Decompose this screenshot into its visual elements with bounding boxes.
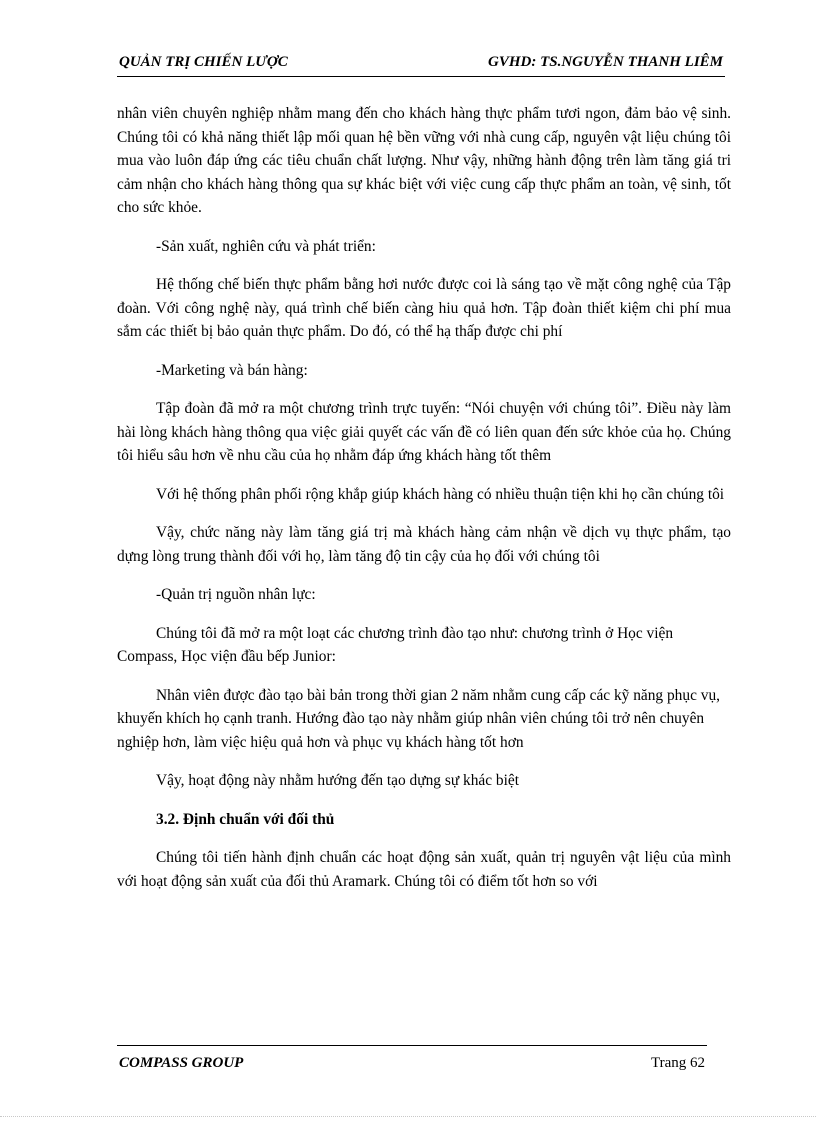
header-instructor: GVHD: TS.NGUYỄN THANH LIÊM xyxy=(487,54,723,70)
paragraph: Nhân viên được đào tạo bài bản trong thời gian 2 năm nhằm cung cấp các kỹ năng phục vụ, khuyến khích họ cạnh tranh. Hướng đào tạo này nhằm giúp nhân viên chúng tôi trở nên chuyên nghiệp hơn, làm việc hiệu quả hơn và phục vụ khách hàng tốt hơn xyxy=(117,686,720,751)
section-subtitle-marketing: -Marketing và bán hàng: xyxy=(156,361,308,379)
section-subtitle-production: -Sản xuất, nghiên cứu và phát triển: xyxy=(156,237,376,255)
section-subtitle-hr: -Quản trị nguồn nhân lực: xyxy=(156,586,316,603)
page-edge-divider xyxy=(0,1116,816,1117)
page-footer xyxy=(117,1045,707,1076)
paragraph: Hệ thống chế biến thực phẩm bằng hơi nước được coi là sáng tạo về mặt công nghệ của Tập đoàn. Với công nghệ này, quá trình chế biến càng hiu quả hơn. Tập đoàn thiết kiệm chi phí mua sắm các thiết bị bảo quản thực phẩm. Do đó, có thể hạ thấp được chi phí xyxy=(117,276,731,340)
paragraph: Vậy, chức năng này làm tăng giá trị mà khách hàng cảm nhận về dịch vụ thực phẩm, tạo dựng lòng trung thành đối với họ, làm tăng độ tin cậy của họ đối với chúng tôi xyxy=(117,524,731,565)
page-header xyxy=(117,52,725,77)
paragraph: Tập đoàn đã mở ra một chương trình trực tuyến: “Nói chuyện với chúng tôi”. Điều này làm hài lòng khách hàng thông qua việc giải quyết các vấn đề có liên quan đến sức khỏe của họ. Chúng tôi hiểu sâu hơn về nhu cầu của họ nhằm đáp ứng khách hàng tốt thêm xyxy=(117,400,731,464)
paragraph: nhân viên chuyên nghiệp nhằm mang đến cho khách hàng thực phẩm tươi ngon, đảm bảo vệ sinh. Chúng tôi có khả năng thiết lập mối quan hệ bền vững với nhà cung cấp, nguyên vật liệu chúng tôi mua vào luôn đáp ứng các tiêu chuẩn chất lượng. Như vậy, những hành động trên làm tăng giá tri cảm nhận cho khách hàng thông qua sự khác biệt với việc cung cấp thực phẩm an toàn, vệ sinh, tốt cho sức khỏe. xyxy=(117,105,731,216)
paragraph: Chúng tôi đã mở ra một loạt các chương trình đào tạo như: chương trình ở Học viện Compass, Học viện đầu bếp Junior: xyxy=(117,624,674,665)
page-number: Trang 62 xyxy=(650,1055,705,1071)
section-heading: 3.2. Định chuẩn với đối thủ xyxy=(156,810,335,828)
page-body xyxy=(117,102,731,908)
paragraph: Chúng tôi tiến hành định chuẩn các hoạt động sản xuất, quản trị nguyên vật liệu của mình với hoạt động sản xuất của đối thủ Aramark. Chúng tôi có điểm tốt hơn so với xyxy=(117,849,731,890)
header-course-title: QUẢN TRỊ CHIẾN LƯỢC xyxy=(119,54,288,70)
paragraph: Vậy, hoạt động này nhằm hướng đến tạo dựng sự khác biệt xyxy=(156,772,519,789)
footer-company: COMPASS GROUP xyxy=(119,1055,244,1071)
paragraph: Với hệ thống phân phối rộng khắp giúp khách hàng có nhiều thuận tiện khi họ cần chúng tôi xyxy=(156,485,725,503)
